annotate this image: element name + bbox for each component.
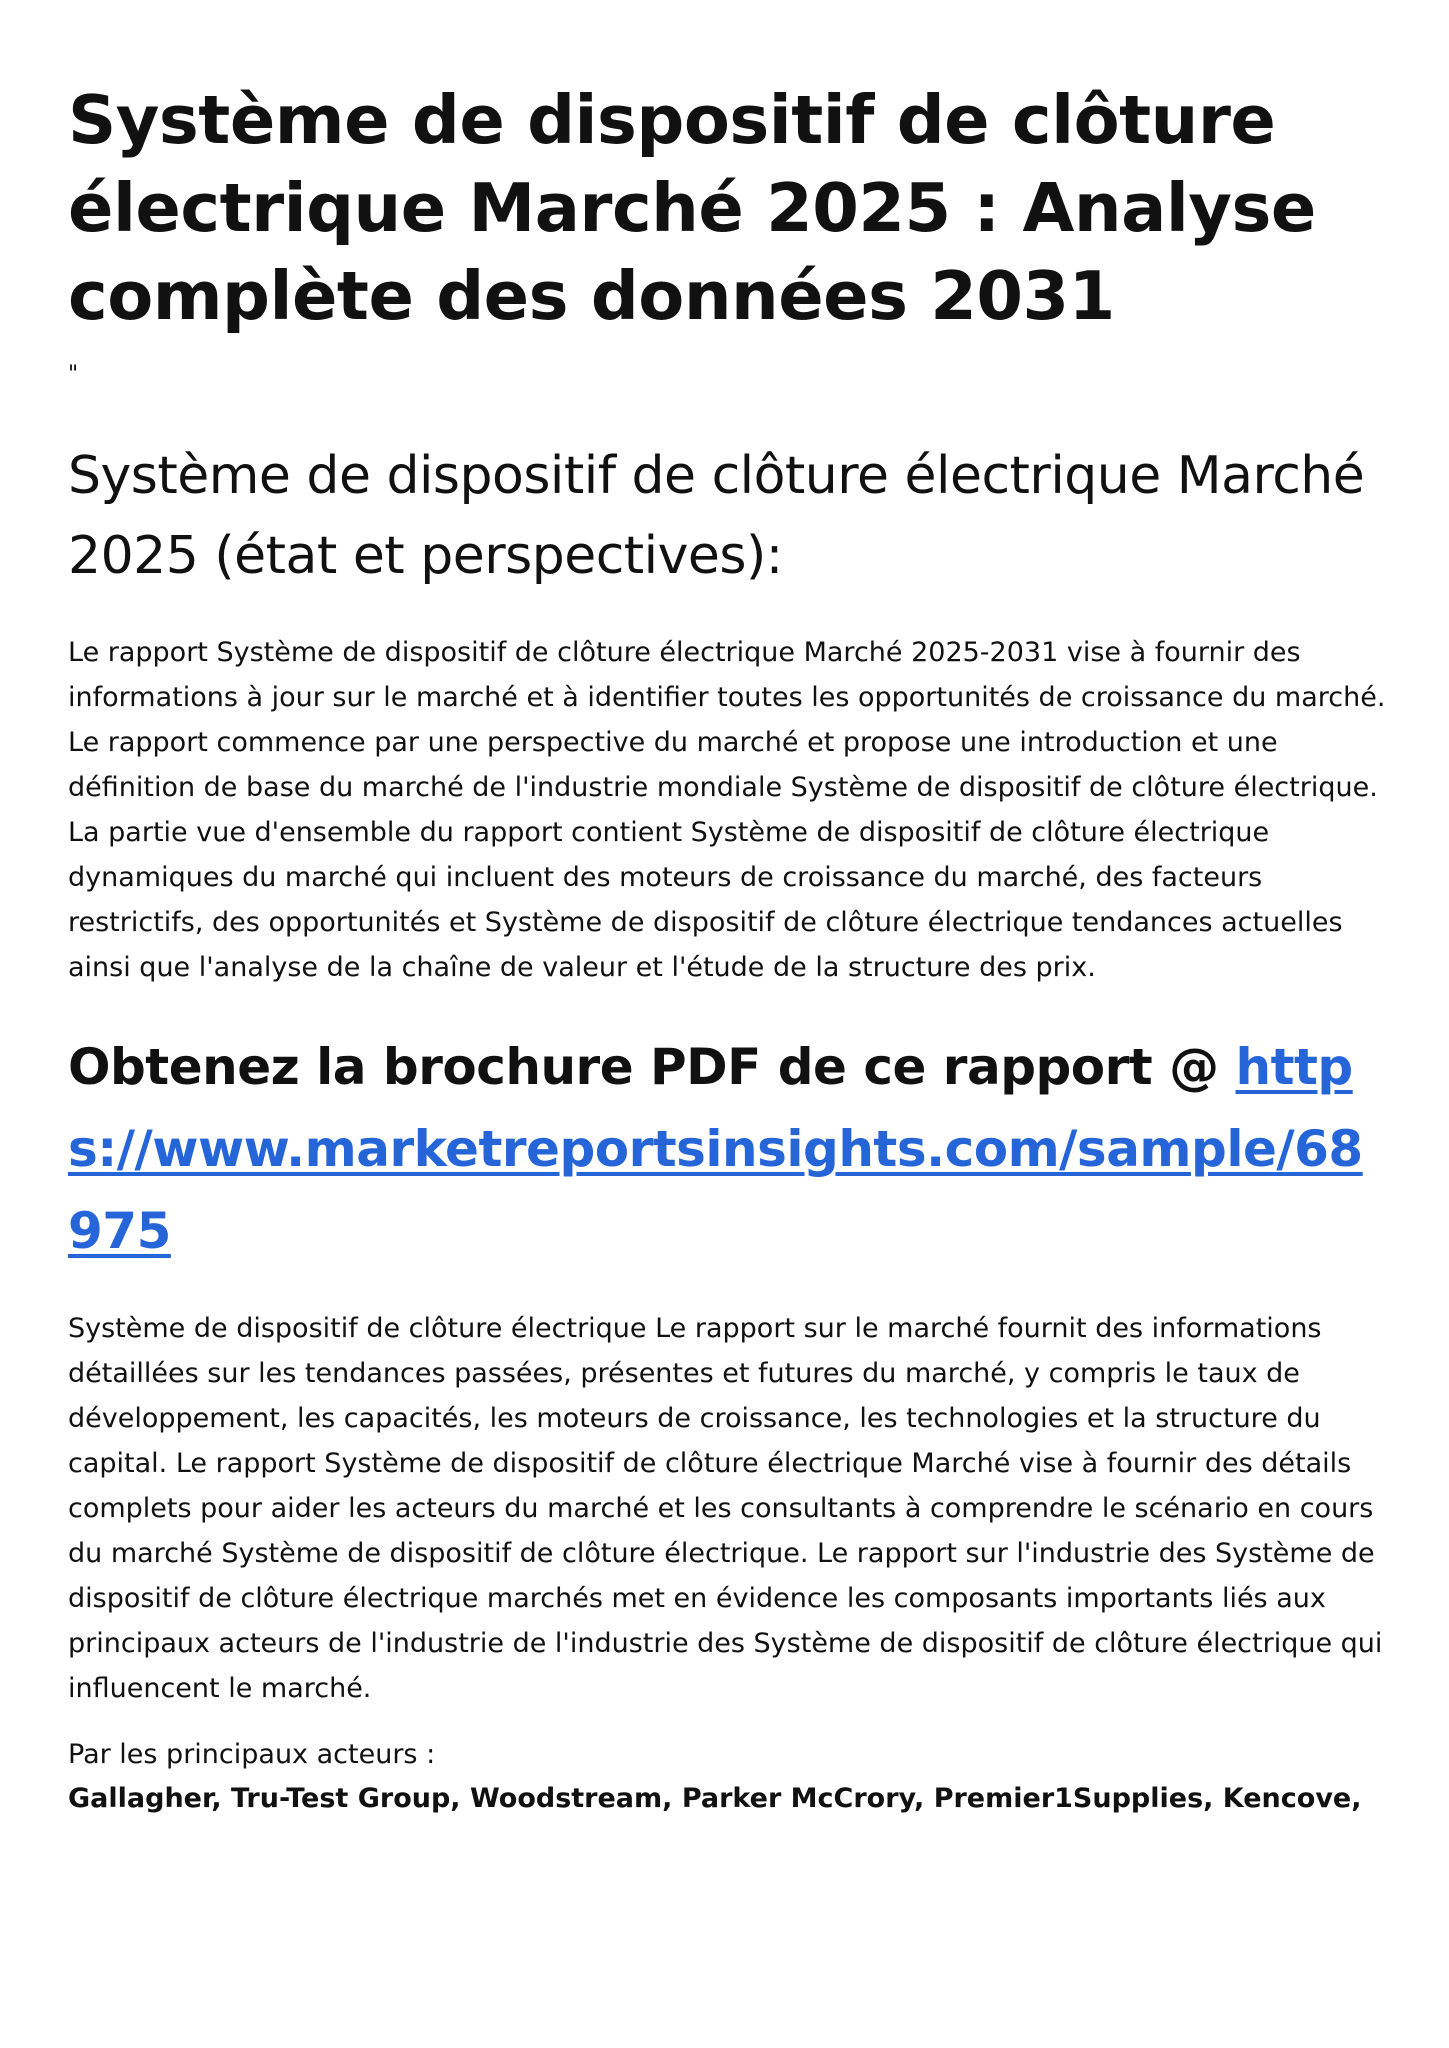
brochure-link[interactable]: https://www.marketreportsinsights.com/sample/68975 (68, 1038, 1363, 1260)
document-page (68, 76, 1393, 1821)
actors-label: Par les principaux acteurs : (68, 1739, 436, 1770)
stray-quote-mark: " (68, 362, 79, 387)
brochure-heading (68, 1026, 1393, 1272)
page-title: Système de dispositif de clôture électrique Marché 2025 : Analyse complète des données 2031 (68, 81, 1316, 335)
actors-list: Gallagher, Tru-Test Group, Woodstream, Parker McCrory, Premier1Supplies, Kencove, (68, 1783, 1362, 1814)
intro-paragraph: Le rapport Système de dispositif de clôture électrique Marché 2025-2031 vise à fournir des informations à jour sur le marché et à identifier toutes les opportunités de croissance du marché. Le rapport commence par une perspective du marché et propose une introduction et une définition de base du marché de l'industrie mondiale Système de dispositif de clôture électrique. La partie vue d'ensemble du rapport contient Système de dispositif de clôture électrique dynamiques du marché qui incluent des moteurs de croissance du marché, des facteurs restrictifs, des opportunités et Système de dispositif de clôture électrique tendances actuelles ainsi que l'analyse de la chaîne de valeur et l'étude de la structure des prix. (68, 637, 1386, 983)
section-subtitle: Système de dispositif de clôture électrique Marché 2025 (état et perspectives): (68, 446, 1365, 586)
brochure-heading-text: Obtenez la brochure PDF de ce rapport @ (68, 1038, 1236, 1096)
details-paragraph: Système de dispositif de clôture électrique Le rapport sur le marché fournit des informations détaillées sur les tendances passées, présentes et futures du marché, y compris le taux de développement, les capacités, les moteurs de croissance, les technologies et la structure du capital. Le rapport Système de dispositif de clôture électrique Marché vise à fournir des détails complets pour aider les acteurs du marché et les consultants à comprendre le scénario en cours du marché Système de dispositif de clôture électrique. Le rapport sur l'industrie des Système de dispositif de clôture électrique marchés met en évidence les composants importants liés aux principaux acteurs de l'industrie de l'industrie des Système de dispositif de clôture électrique qui influencent le marché. (68, 1313, 1383, 1704)
